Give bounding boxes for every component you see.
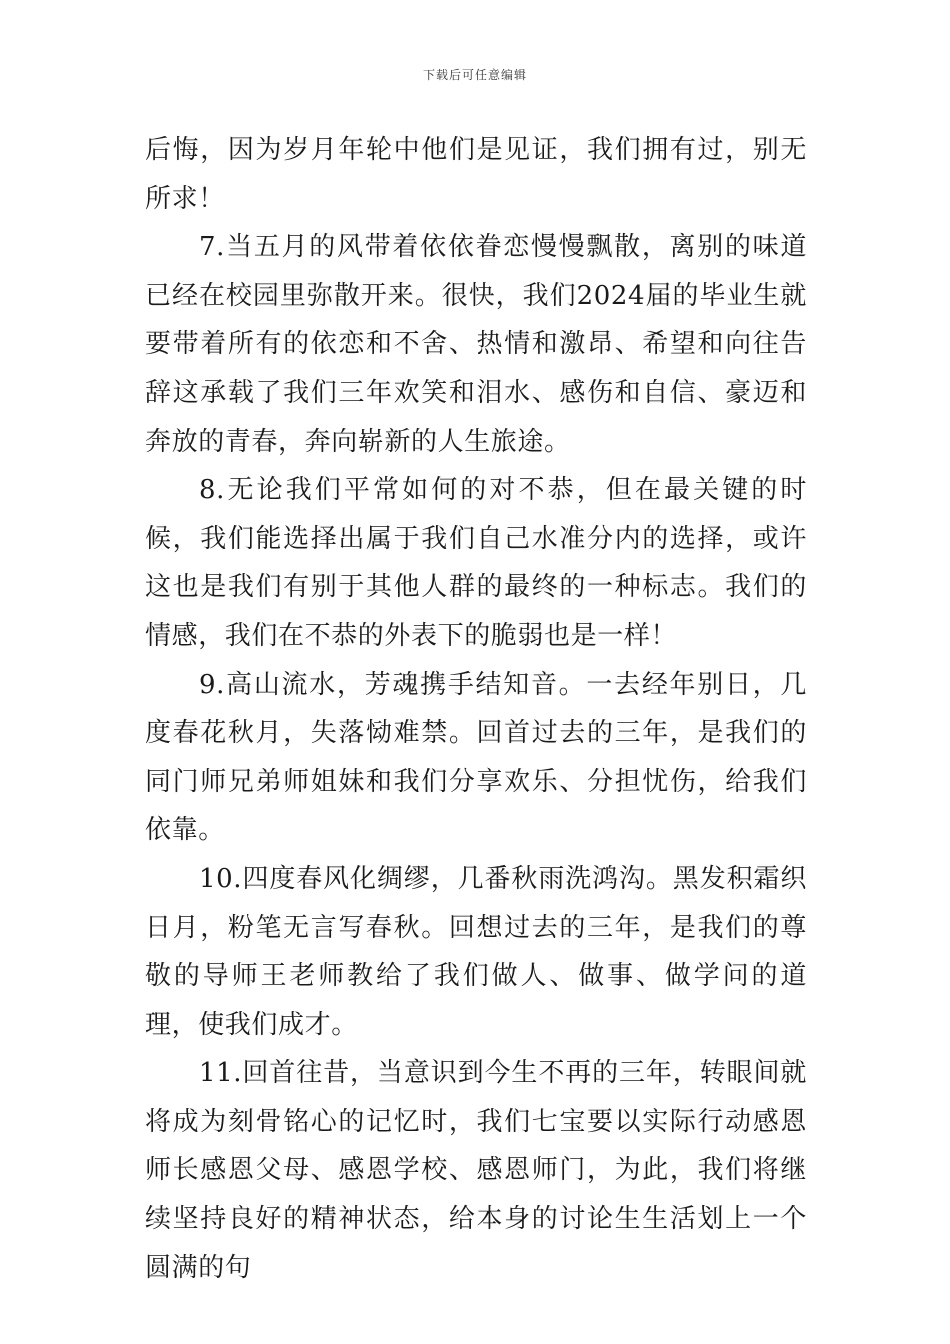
paragraph-continuation: 后悔，因为岁月年轮中他们是见证，我们拥有过，别无所求！ [145,135,807,214]
document-body [145,126,807,1292]
page-header: 下载后可任意编辑 [422,68,527,82]
paragraph-item-8: 8.无论我们平常如何的对不恭，但在最关键的时候，我们能选择出属于我们自己水准分内的选择，或许这也是我们有别于其他人群的最终的一种标志。我们的情感，我们在不恭的外表下的脆弱也是一样！ [145,475,807,651]
paragraph-item-11: 11.回首往昔，当意识到今生不再的三年，转眼间就将成为刻骨铭心的记忆时，我们七宝要以实际行动感恩师长感恩父母、感恩学校、感恩师门，为此，我们将继续坚持良好的精神状态，给本身的讨论生生活划上一个圆满的句 [145,1058,807,1283]
paragraph-item-10: 10.四度春风化绸缪，几番秋雨洗鸿沟。黑发积霜织日月，粉笔无言写春秋。回想过去的三年，是我们的尊敬的导师王老师教给了我们做人、做事、做学问的道理，使我们成才。 [145,863,807,1040]
paragraph-item-7: 7.当五月的风带着依依眷恋慢慢飘散，离别的味道已经在校园里弥散开来。很快，我们2024届的毕业生就要带着所有的依恋和不舍、热情和激昂、希望和向往告辞这承载了我们三年欢笑和泪水、感伤和自信、豪迈和奔放的青春，奔向崭新的人生旅途。 [145,232,807,457]
paragraph-item-9: 9.高山流水，芳魂携手结知音。一去经年别日，几度春花秋月，失落恸难禁。回首过去的三年，是我们的同门师兄弟师姐妹和我们分享欢乐、分担忧伤，给我们依靠。 [145,669,807,846]
